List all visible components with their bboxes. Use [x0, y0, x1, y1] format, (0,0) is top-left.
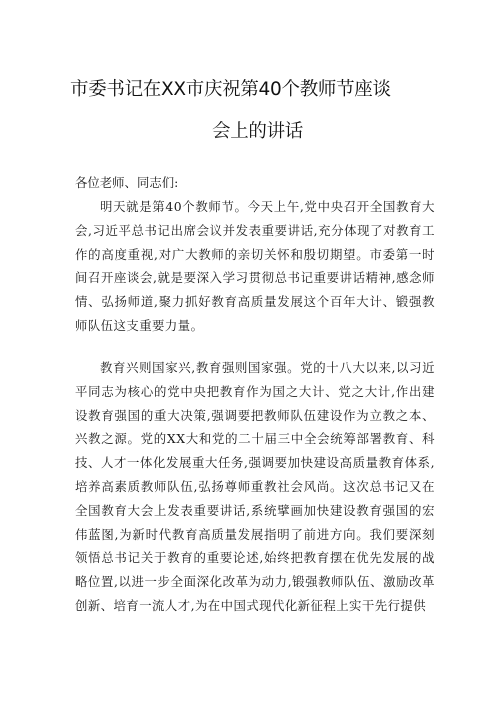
salutation: 各位老师、同志们: — [75, 175, 179, 190]
document-title-line-2: 会上的讲话 — [212, 121, 304, 142]
body-paragraph-1: 明天就是第40个教师节。今天上午,党中央召开全国教育大会,习近平总书记出席会议并发表重要讲话,充分体现了对教育工作的高度重视,对广大教师的亲切关怀和殷切期望。市委第一时间召开座谈会,就是要深入学习贯彻总书记重要讲话精神,感念师情、弘扬师道,聚力抓好教育高质量发展这个百年大计、锻强教师队伍这支重要力量。 — [75, 199, 435, 333]
body-paragraph-2: 教育兴则国家兴,教育强则国家强。党的十八大以来,以习近平同志为核心的党中央把教育作为国之大计、党之大计,作出建设教育强国的重大决策,强调要把教师队伍建设作为立教之本、兴教之源。党的XX大和党的二十届三中全会统筹部署教育、科技、人才一体化发展重大任务,强调要加快建设高质量教育体系,培养高素质教师队伍,弘扬尊师重教社会风尚。这次总书记又在全国教育大会上发表重要讲话,系统擘画加快建设教育强国的宏伟蓝图,为新时代教育高质量发展指明了前进方向。我们要深刻领悟总书记关于教育的重要论述,始终把教育摆在优先发展的战略位置,以进一步全面深化改革为动力,锻强教师队伍、激励改革创新、培育一流人才,为在中国式现代化新征程上实干先行提供 — [75, 360, 435, 613]
document-title-line-1: 市委书记在XX市庆祝第40个教师节座谈 — [70, 79, 391, 100]
